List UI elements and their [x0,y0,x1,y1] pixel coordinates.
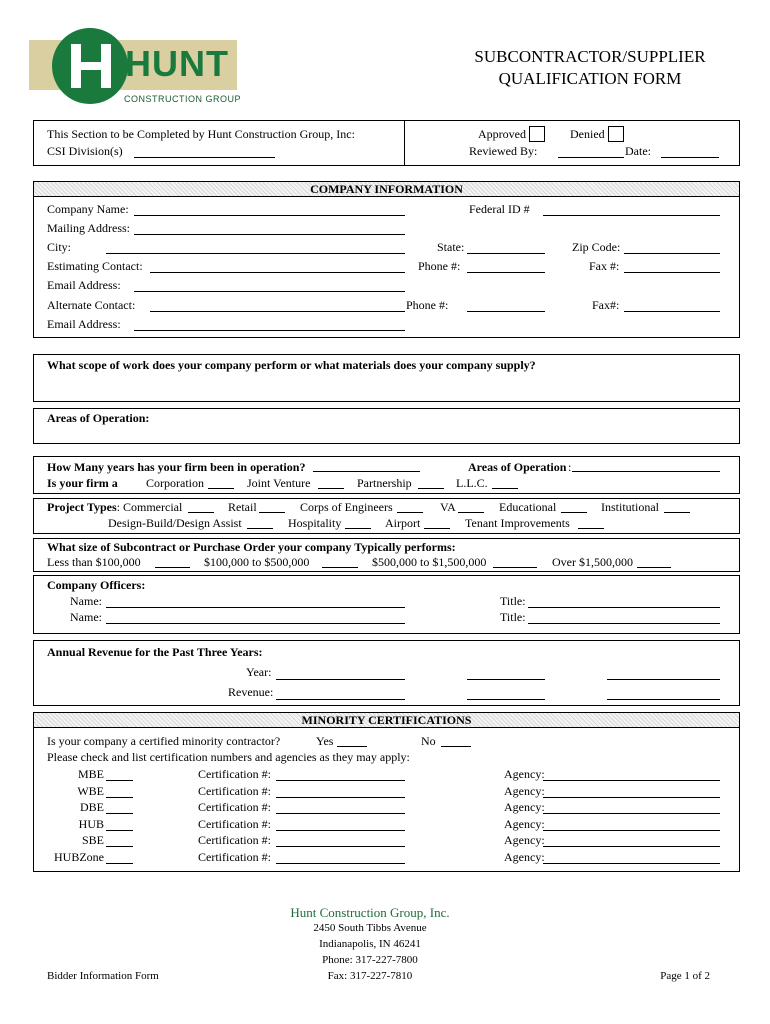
year-2-field[interactable] [467,679,545,680]
fax-label: Fax #: [589,259,620,273]
firm-corporation-field[interactable] [208,488,234,489]
cert-wbe-agency-label: Agency: [504,784,545,798]
office-box-divider [404,120,405,166]
minority-no-field[interactable] [441,746,471,747]
years-areas-colon: : [568,460,572,474]
footer-form-name: Bidder Information Form [47,970,159,982]
alt-fax-label: Fax#: [592,298,620,312]
size-opt-1: Less than $100,000 [47,555,141,569]
cert-dbe-number-label: Certification #: [198,800,271,814]
phone-field[interactable] [467,272,545,273]
logo-h-mark [71,44,111,88]
project-hospitality-field[interactable] [345,528,371,529]
alt-email-label: Email Address: [47,317,121,331]
officer-2-name-field[interactable] [106,623,405,624]
federal-id-label: Federal ID # [469,202,530,216]
project-hospitality: Hospitality [288,516,342,530]
cert-sbe-check-field[interactable] [106,846,133,847]
firm-corporation: Corporation [146,476,204,490]
size-opt-3-field[interactable] [493,567,537,568]
project-institutional: Institutional [601,500,659,514]
company-name-field[interactable] [134,215,405,216]
cert-dbe-check-field[interactable] [106,813,133,814]
firm-joint-venture: Joint Venture [247,476,311,490]
reviewed-field[interactable] [558,157,624,158]
project-types-label: Project Types [47,500,117,514]
mailing-label: Mailing Address: [47,221,130,235]
hunt-logo [29,28,241,106]
cert-hubzone-agency-field[interactable] [543,863,720,864]
project-va: VA [440,500,456,514]
cert-hubzone-check-field[interactable] [106,863,133,864]
state-field[interactable] [467,253,545,254]
est-contact-field[interactable] [150,272,405,273]
zip-field[interactable] [624,253,720,254]
firm-llc: L.L.C. [456,476,488,490]
cert-dbe-number-field[interactable] [276,813,405,814]
minority-yes: Yes [316,734,334,748]
size-opt-4-field[interactable] [637,567,671,568]
firm-label: Is your firm a [47,476,118,490]
form-title-line2: QUALIFICATION FORM [498,69,682,88]
cert-hub-number-label: Certification #: [198,817,271,831]
areas-question: Areas of Operation: [47,411,150,425]
project-design-build: Design-Build/Design Assist [108,516,242,530]
project-airport: Airport [385,516,421,530]
cert-dbe-agency-label: Agency: [504,800,545,814]
revenue-3-field[interactable] [607,699,720,700]
cert-wbe-number-field[interactable] [276,797,405,798]
cert-dbe-label: DBE [80,800,104,814]
revenue-year-label: Year: [246,665,272,679]
footer-phone: Phone: 317-227-7800 [322,954,418,966]
cert-sbe-agency-field[interactable] [543,846,720,847]
years-field[interactable] [313,471,420,472]
cert-hub-agency-field[interactable] [543,830,720,831]
cert-wbe-number-label: Certification #: [198,784,271,798]
footer-address-2: Indianapolis, IN 46241 [319,938,421,950]
minority-header: MINORITY CERTIFICATIONS [33,712,740,728]
project-educational-field[interactable] [561,512,587,513]
reviewed-label: Reviewed By: [469,144,538,158]
approved-label: Approved [478,127,526,141]
alt-contact-field[interactable] [150,311,405,312]
cert-sbe-label: SBE [81,833,104,847]
cert-hubzone-number-label: Certification #: [198,850,271,864]
alt-fax-field[interactable] [624,311,720,312]
cert-hub-agency-label: Agency: [504,817,545,831]
size-question: What size of Subcontract or Purchase Order your company Typically performs: [47,540,456,554]
denied-label: Denied [570,127,605,141]
phone-label: Phone #: [418,259,461,273]
project-design-build-field[interactable] [247,528,273,529]
cert-wbe-check-field[interactable] [106,797,133,798]
footer-company: Hunt Construction Group, Inc. [290,905,450,920]
officer-1-name-field[interactable] [106,607,405,608]
size-opt-4: Over $1,500,000 [552,555,633,569]
cert-hubzone-label: HUBZone [54,850,104,864]
date-field[interactable] [661,157,719,158]
cert-dbe-agency-field[interactable] [543,813,720,814]
cert-hub-label: HUB [78,817,104,831]
cert-sbe-agency-label: Agency: [504,833,545,847]
revenue-2-field[interactable] [467,699,545,700]
mailing-field[interactable] [134,234,405,235]
company-info-header: COMPANY INFORMATION [33,181,740,197]
project-educational: Educational [499,500,557,514]
cert-mbe-check-field[interactable] [106,780,133,781]
cert-hubzone-agency-label: Agency: [504,850,545,864]
cert-mbe-number-field[interactable] [276,780,405,781]
project-corps: Corps of Engineers [300,500,393,514]
project-retail: Retail [228,500,257,514]
est-contact-label: Estimating Contact: [47,259,143,273]
city-field[interactable] [106,253,405,254]
cert-mbe-label: MBE [77,767,104,781]
years-areas-field[interactable] [572,471,720,472]
minority-yes-field[interactable] [337,746,367,747]
state-label: State: [437,240,465,254]
project-va-field[interactable] [458,512,484,513]
firm-joint-venture-field[interactable] [318,488,344,489]
officers-label: Company Officers: [47,578,146,592]
csi-field[interactable] [134,157,275,158]
alt-phone-field[interactable] [467,311,545,312]
email-label: Email Address: [47,278,121,292]
size-opt-3: $500,000 to $1,500,000 [372,555,487,569]
cert-mbe-agency-field[interactable] [543,780,720,781]
project-types-line1: Project Types: Commercial [47,500,183,514]
project-corps-field[interactable] [397,512,423,513]
year-1-field[interactable] [276,679,405,680]
federal-id-field[interactable] [543,215,720,216]
officer-2-title-field[interactable] [528,623,720,624]
size-opt-1-field[interactable] [155,567,190,568]
project-commercial-field[interactable] [188,512,214,513]
email-field[interactable] [134,291,405,292]
minority-no: No [421,734,436,748]
logo-sub-text: CONSTRUCTION GROUP [124,94,241,104]
cert-hub-number-field[interactable] [276,830,405,831]
cert-mbe-agency-label: Agency: [504,767,545,781]
officer-2-name-label: Name: [70,610,102,624]
footer-page-number: Page 1 of 2 [660,970,710,982]
revenue-label: Annual Revenue for the Past Three Years: [47,645,263,659]
officer-1-title-field[interactable] [528,607,720,608]
years-question: How Many years has your firm been in operation? [47,460,306,474]
alt-contact-label: Alternate Contact: [47,298,136,312]
footer-address-1: 2450 South Tibbs Avenue [313,922,427,934]
cert-hub-check-field[interactable] [106,830,133,831]
date-label: Date: [625,144,651,158]
cert-sbe-number-label: Certification #: [198,833,271,847]
firm-partnership-field[interactable] [418,488,444,489]
logo-brand-text: HUNT [125,43,229,84]
csi-label: CSI Division(s) [47,144,123,158]
office-intro: This Section to be Completed by Hunt Construction Group, Inc: [47,127,355,141]
city-label: City: [47,240,72,254]
year-3-field[interactable] [607,679,720,680]
revenue-amount-label: Revenue: [228,685,274,699]
cert-hubzone-number-field[interactable] [276,863,405,864]
project-commercial: Commercial [123,500,183,514]
zip-label: Zip Code: [572,240,621,254]
fax-field[interactable] [624,272,720,273]
footer-fax: Fax: 317-227-7810 [327,970,413,982]
officer-1-title-label: Title: [500,594,526,608]
cert-sbe-number-field[interactable] [276,846,405,847]
size-opt-2: $100,000 to $500,000 [204,555,310,569]
denied-checkbox[interactable] [608,126,624,142]
project-tenant: Tenant Improvements [465,516,570,530]
firm-llc-field[interactable] [492,488,518,489]
size-opt-2-field[interactable] [322,567,358,568]
scope-question: What scope of work does your company perform or what materials does your company supply? [47,358,536,372]
project-airport-field[interactable] [424,528,450,529]
company-name-label: Company Name: [47,202,129,216]
cert-wbe-agency-field[interactable] [543,797,720,798]
approved-checkbox[interactable] [529,126,545,142]
project-retail-field[interactable] [259,512,285,513]
minority-question: Is your company a certified minority contractor? [47,734,281,748]
form-title-line1: SUBCONTRACTOR/SUPPLIER [474,47,706,66]
project-institutional-field[interactable] [664,512,690,513]
officer-1-name-label: Name: [70,594,102,608]
alt-phone-label: Phone #: [406,298,449,312]
cert-wbe-label: WBE [77,784,104,798]
officer-2-title-label: Title: [500,610,526,624]
minority-instructions: Please check and list certification numbers and agencies as they may apply: [47,750,410,764]
alt-email-field[interactable] [134,330,405,331]
revenue-1-field[interactable] [276,699,405,700]
project-tenant-field[interactable] [578,528,604,529]
firm-partnership: Partnership [357,476,412,490]
years-areas-label: Areas of Operation [468,460,567,474]
cert-mbe-number-label: Certification #: [198,767,271,781]
